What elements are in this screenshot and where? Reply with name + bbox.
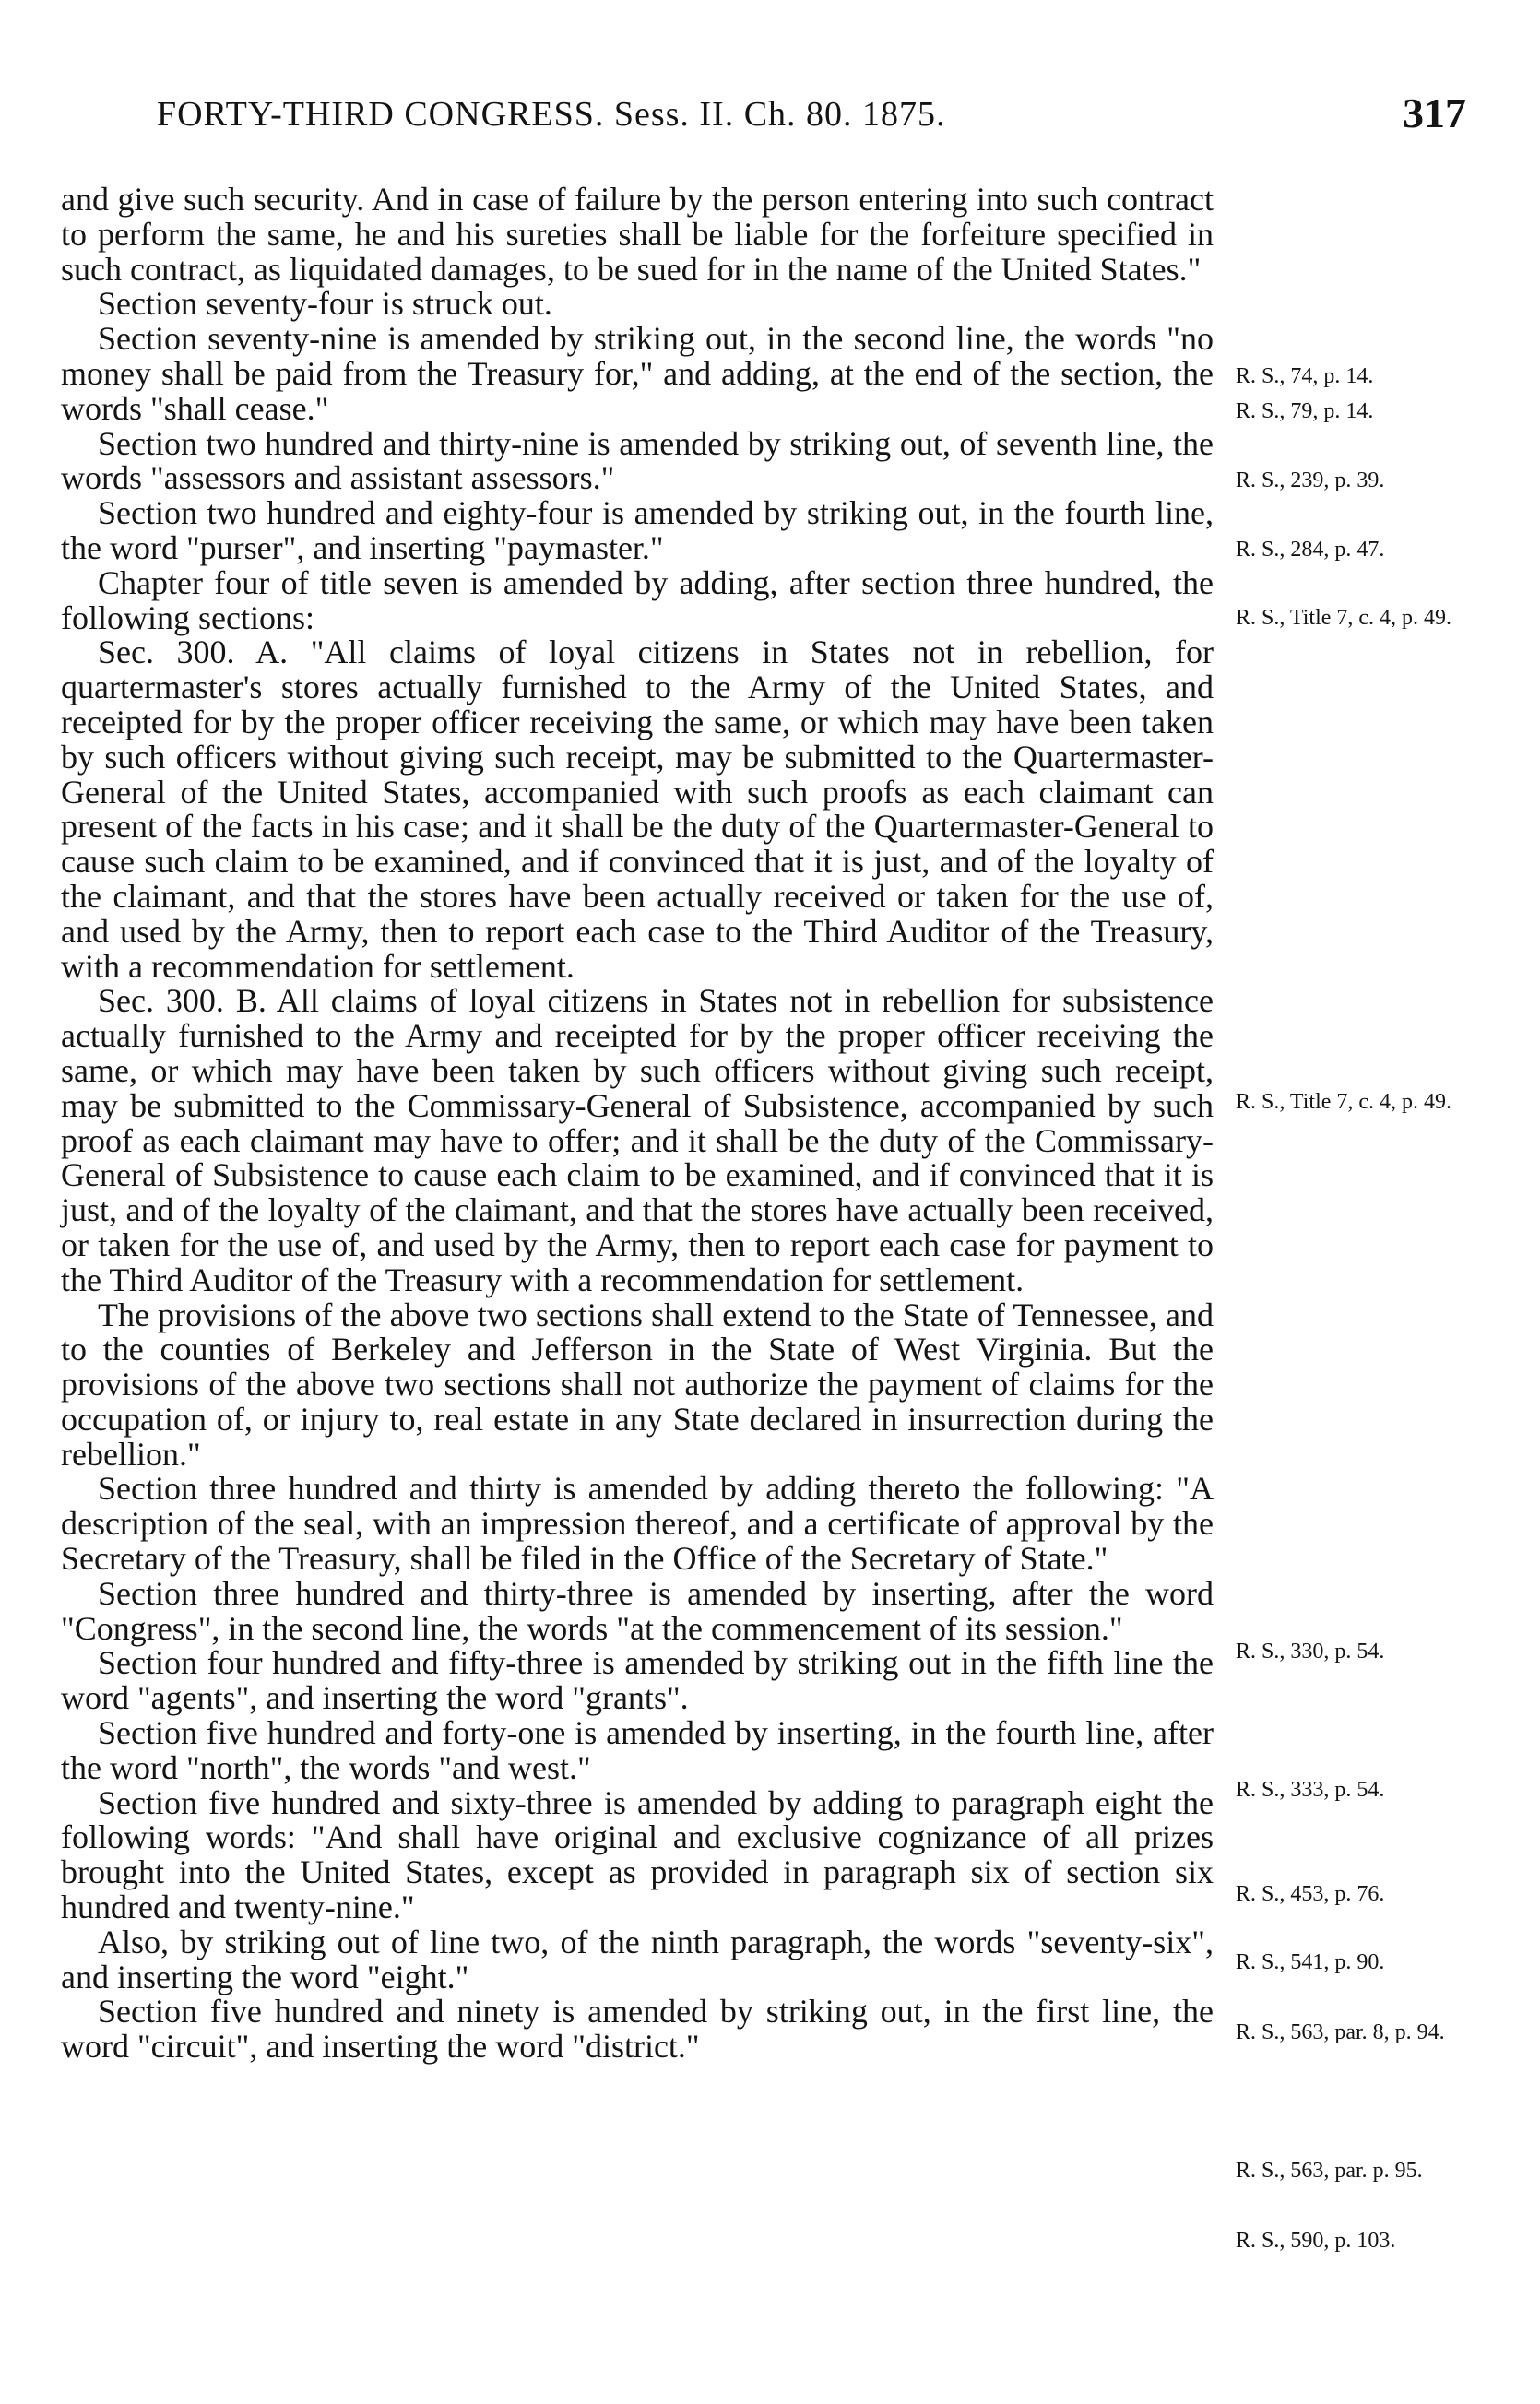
margin-note: R. S., 333, p. 54. <box>1236 1778 1385 1802</box>
margin-note: R. S., 541, p. 90. <box>1236 1950 1385 1974</box>
paragraph-section-563: Section five hundred and sixty-three is amended by adding to paragraph eight the following words: "And shall have original and exclusive cognizance of all prizes brought into the United States, except as provided in paragraph six of section six hundred and twenty-nine." <box>61 1783 1214 1926</box>
paragraph-provisions: The provisions of the above two sections shall extend to the State of Tennessee, and to the counties of Berkeley and Jefferson in the State of West Virginia. But the provisions of the above two sections shall not authorize the payment of claims for the occupation of, or injury to, real estate in any State declared in insurrection during the rebellion." <box>61 1296 1214 1473</box>
paragraph-section-453: Section four hundred and fifty-three is amended by striking out in the fifth line the word "agents", and inserting the word "grants". <box>61 1644 1214 1717</box>
margin-note: R. S., 284, p. 47. <box>1236 538 1385 562</box>
paragraph-section-74: Section seventy-four is struck out. <box>98 285 552 323</box>
margin-note: R. S., 239, p. 39. <box>1236 468 1385 492</box>
running-header <box>65 89 1466 144</box>
margin-note: R. S., 330, p. 54. <box>1236 1640 1385 1664</box>
paragraph-section-284: Section two hundred and eighty-four is amended by striking out, in the fourth line, the word "purser", and inserting "paymaster." <box>61 494 1214 566</box>
paragraph-sec-300-b: Sec. 300. B. All claims of loyal citizens in States not in rebellion for subsistence actually furnished to the Army and receipted for by the proper officer receiving the same, or which may have been taken by such officers without giving such receipt, may be submitted to the Commissary-General of Subsistence, accompanied by such proof as each claimant may have to offer; and it shall be the duty of the Commissary-General of Subsistence to cause each claim to be examined, and if convinced that it is just, and of the loyalty of the claimant, and that the stores have actually been received, or taken for the use of, and used by the Army, then to report each case for payment to the Third Auditor of the Treasury with a recommendation for settlement. <box>61 982 1214 1298</box>
paragraph-continuation: and give such security. And in case of failure by the person entering into such contract to perform the same, he and his sureties shall be liable for the forfeiture specified in such contract, as liquidated damages, to be sued for in the name of the United States." <box>61 181 1214 288</box>
margin-note: R. S., 590, p. 103. <box>1236 2229 1396 2253</box>
paragraph-section-239: Section two hundred and thirty-nine is amended by striking out, of seventh line, the words "assessors and assistant assessors." <box>61 424 1214 497</box>
paragraph-sec-300-a: Sec. 300. A. "All claims of loyal citizens in States not in rebellion, for quartermaster's stores actually furnished to the Army of the United States, and receipted for by the proper officer receiving the same, or which may have been taken by such officers without giving such receipt, may be submitted to the Quartermaster-General of the United States, accompanied with such proofs as each claimant can present of the facts in his case; and it shall be the duty of the Quartermaster-General to cause such claim to be examined, and if convinced that it is just, and of the loyalty of the claimant, and that the stores have been actually received or taken for the use of, and used by the Army, then to report each case to the Third Auditor of the Treasury, with a recommendation for settlement. <box>61 634 1214 985</box>
margin-note: R. S., 79, p. 14. <box>1236 399 1374 423</box>
paragraph-section-333: Section three hundred and thirty-three is amended by inserting, after the word "Congress", in the second line, the words "at the commencement of its session." <box>61 1574 1214 1647</box>
margin-note: R. S., Title 7, c. 4, p. 49. <box>1236 606 1452 630</box>
page-number: 317 <box>1403 89 1466 136</box>
paragraph-section-330: Section three hundred and thirty is amended by adding thereto the following: "A description of the seal, with an impression thereof, and a certificate of approval by the Secretary of the Treasury, shall be filed in the Office of the Secretary of State." <box>61 1470 1214 1578</box>
running-head: FORTY-THIRD CONGRESS. Sess. II. Ch. 80. 1875. <box>157 95 946 134</box>
margin-note: R. S., 563, par. p. 95. <box>1236 2159 1423 2183</box>
body-text <box>61 183 1214 2065</box>
paragraph-section-590: Section five hundred and ninety is amended by striking out, in the first line, the word "circuit", and inserting the word "district." <box>61 1993 1214 2066</box>
paragraph-section-79: Section seventy-nine is amended by striking out, in the second line, the words "no money shall be paid from the Treasury for," and adding, at the end of the section, the words "shall cease." <box>61 320 1214 427</box>
margin-note: R. S., Title 7, c. 4, p. 49. <box>1236 1090 1452 1114</box>
paragraph-section-541: Section five hundred and forty-one is amended by inserting, in the fourth line, after the word "north", the words "and west." <box>61 1714 1214 1786</box>
paragraph-chapter-four: Chapter four of title seven is amended by adding, after section three hundred, the following sections: <box>61 563 1214 636</box>
margin-note: R. S., 74, p. 14. <box>1236 364 1374 388</box>
margin-note: R. S., 453, p. 76. <box>1236 1882 1385 1906</box>
margin-note: R. S., 563, par. 8, p. 94. <box>1236 2020 1445 2044</box>
paragraph-section-563-also: Also, by striking out of line two, of the ninth paragraph, the words "seventy-six", and inserting the word "eight." <box>61 1923 1214 1995</box>
